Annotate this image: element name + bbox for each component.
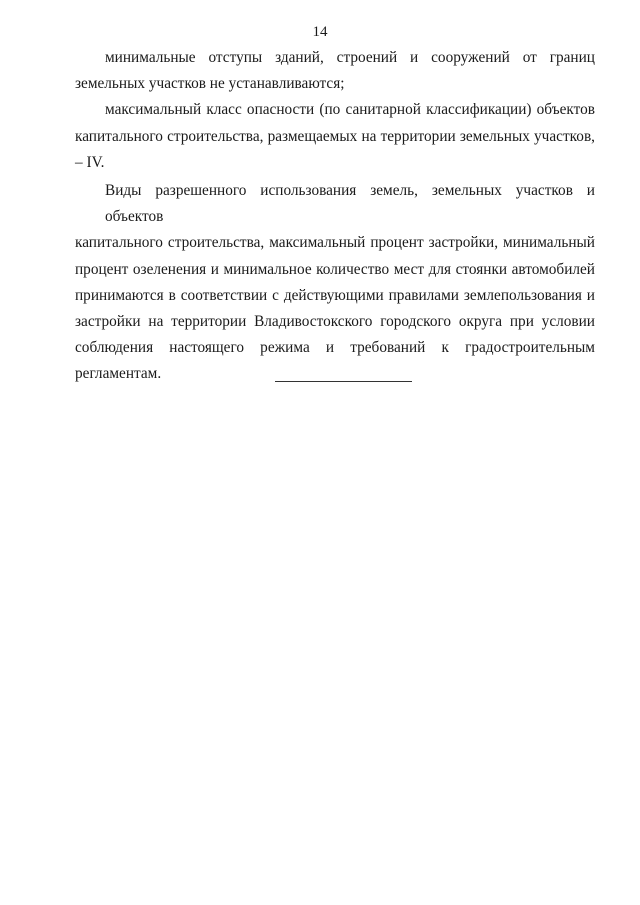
- text-line: принимаются в соответствии с действующими правилами землепользования и: [75, 286, 595, 304]
- text-line: минимальные отступы зданий, строений и сооружений от границ: [105, 49, 595, 66]
- text-line: регламентам.: [75, 365, 162, 383]
- page-number: 14: [312, 24, 328, 40]
- end-of-document-rule: [275, 381, 412, 382]
- text-line: максимальный класс опасности (по санитарной классификации) объектов: [105, 101, 595, 119]
- text-line: процент озеленения и минимальное количество мест для стоянки автомобилей: [75, 260, 595, 278]
- text-line: соблюдения настоящего режима и требований к градостроительным: [75, 339, 595, 357]
- text-line: застройки на территории Владивостокского городского округа при условии: [75, 313, 595, 331]
- text-line: – IV.: [75, 153, 105, 171]
- paragraph-setbacks: [75, 45, 595, 97]
- text-line: земельных участков не устанавливаются;: [75, 75, 345, 93]
- paragraph-hazard-class: [75, 97, 595, 176]
- text-line: капитального строительства, размещаемых на территории земельных участков,: [75, 127, 595, 145]
- text-line: капитального строительства, максимальный процент застройки, минимальный: [75, 234, 595, 252]
- text-line: Виды разрешенного использования земель, земельных участков и объектов: [105, 182, 595, 226]
- paragraph-permitted-use: [75, 178, 595, 388]
- document-body: [75, 45, 595, 388]
